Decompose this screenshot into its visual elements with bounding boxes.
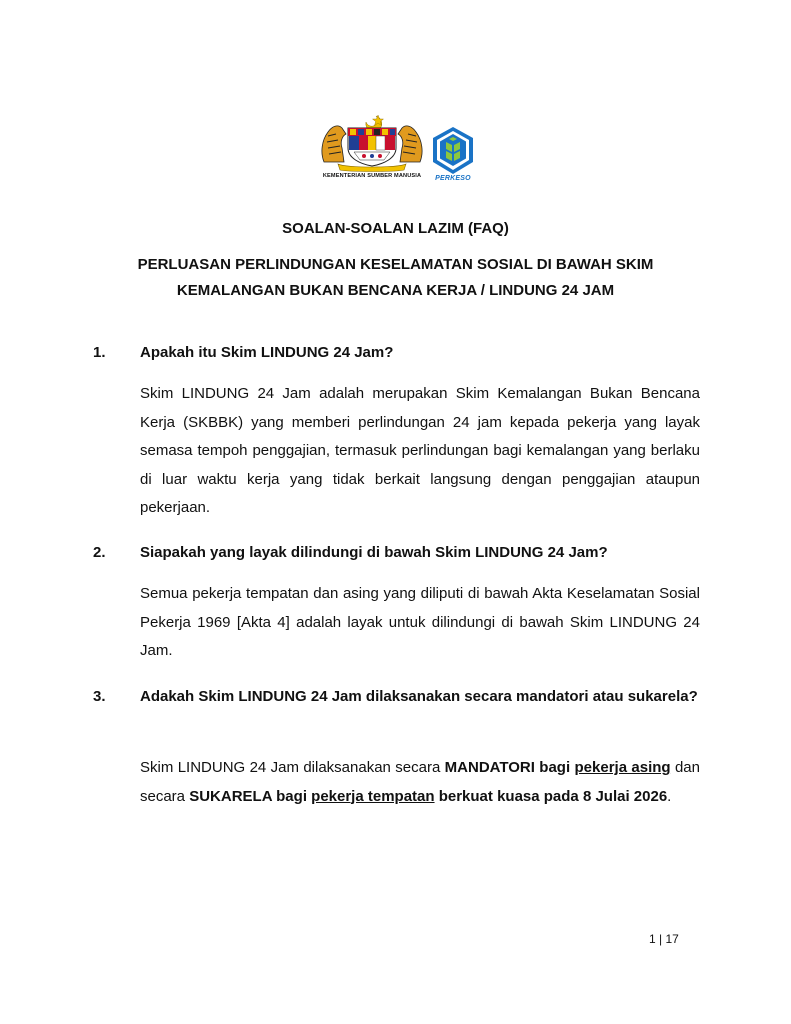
answer-underline: pekerja tempatan [311,787,435,805]
answer-emphasis: SUKARELA bagi [189,787,312,805]
document-subtitle [0,252,791,304]
document-title: SOALAN-SOALAN LAZIM (FAQ) [282,220,509,237]
crest-logo [316,112,428,190]
answer-3 [140,754,700,811]
answer-emphasis: berkuat kuasa pada 8 Julai 2026 [434,787,668,805]
page-number: 1 | 17 [649,932,679,946]
perkeso-hexagon-icon [431,126,475,176]
question-number: 3. [93,688,106,705]
subtitle-line-2: KEMALANGAN BUKAN BENCANA KERJA / LINDUNG 24 JAM [176,282,615,299]
perkeso-caption: PERKESO [435,175,471,182]
question-2 [93,540,703,566]
header-logos [0,112,791,190]
question-3 [93,684,703,710]
crest-caption: KEMENTERIAN SUMBER MANUSIA [322,173,422,179]
answer-underline: pekerja asing [574,759,671,776]
answer-1: Skim LINDUNG 24 Jam adalah merupakan Skim Kemalangan Bukan Bencana Kerja (SKBBK) yang memberi perlindungan 24 jam kepada pekerja yang layak semasa tempoh penggajian, termasuk perlindungan bagi kemalangan yang berlaku di luar waktu kerja yang tidak berkait langsung dengan penggajian ataupun pekerjaan. [140,385,700,516]
coat-of-arms-icon [316,112,428,172]
question-1 [93,340,703,366]
question-text: Apakah itu Skim LINDUNG 24 Jam? [140,344,394,361]
answer-text: dan secara [140,759,700,805]
perkeso-logo [431,126,475,192]
answer-2: Semua pekerja tempatan dan asing yang diliputi di bawah Akta Keselamatan Sosial Pekerja 1969 [Akta 4] adalah layak untuk dilindungi di bawah Skim LINDUNG 24 Jam. [140,585,700,659]
answer-text: Skim LINDUNG 24 Jam dilaksanakan secara [140,759,445,776]
answer-emphasis: MANDATORI bagi [444,759,575,776]
question-text: Siapakah yang layak dilindungi di bawah Skim LINDUNG 24 Jam? [140,544,608,561]
question-number: 2. [93,544,106,561]
subtitle-line-1: PERLUASAN PERLINDUNGAN KESELAMATAN SOSIAL DI BAWAH SKIM [137,256,654,273]
question-number: 1. [93,344,106,361]
answer-text: . [667,787,672,805]
question-text: Adakah Skim LINDUNG 24 Jam dilaksanakan secara mandatori atau sukarela? [140,688,698,705]
